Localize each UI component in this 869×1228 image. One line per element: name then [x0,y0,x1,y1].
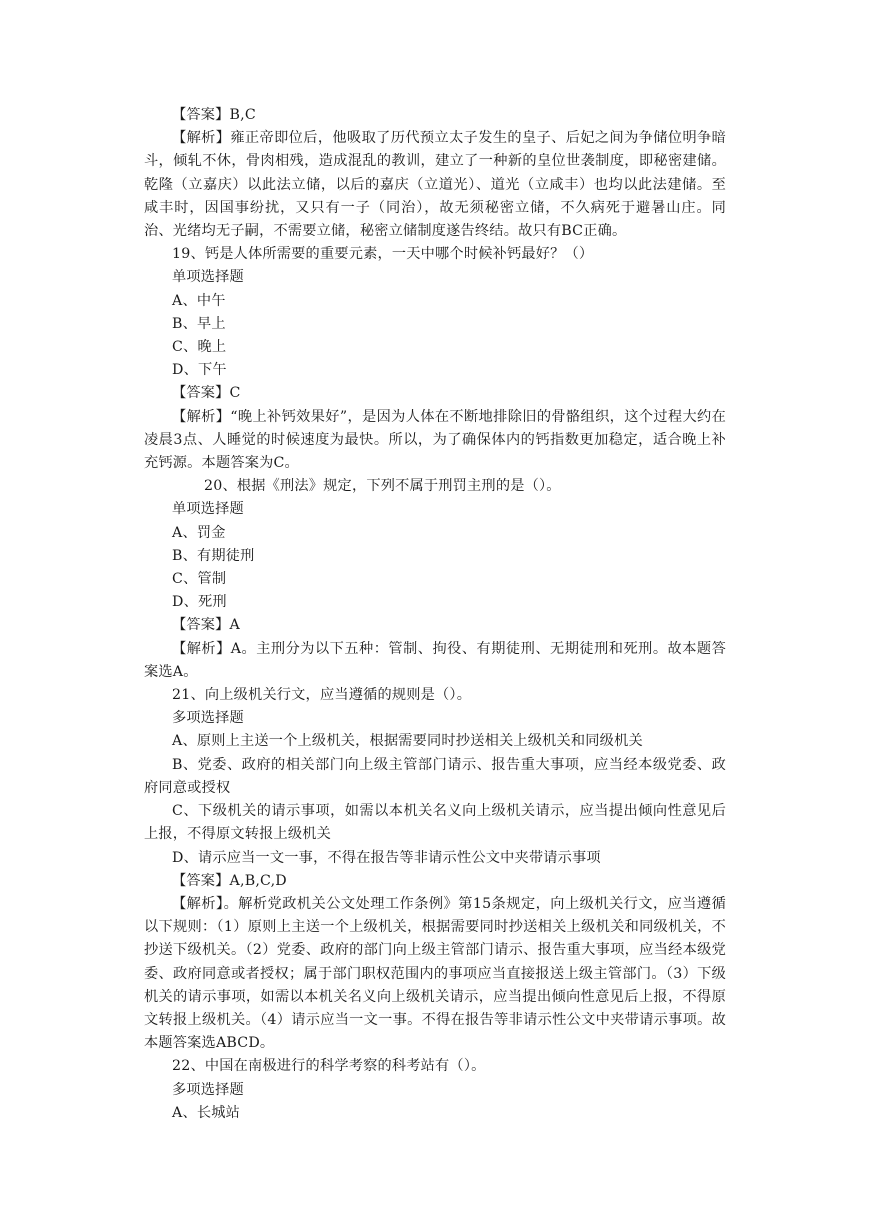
option-a: A、长城站 [172,1104,240,1121]
question-21: 21、向上级机关行文，应当遵循的规则是（）。 [172,687,472,704]
question-type: 单项选择题 [172,501,244,518]
option-b: B、早上 [172,315,226,332]
option-a: A、原则上主送一个上级机关，根据需要同时抄送相关上级机关和同级机关 [172,733,643,750]
option-d: D、请示应当一文一事，不得在报告等非请示性公文中夹带请示事项 [172,849,601,866]
analysis-paragraph: 【解析】“晚上补钙效果好”，是因为人体在不断地排除旧的骨骼组织，这个过程大约在凌晨3点、人睡觉的时候速度为最快。所以，为了确保体内的钙指数更加稳定，适合晚上补充钙源。本题答案为C。 [144,408,726,472]
question-20: 20、根据《刑法》规定，下列不属于刑罚主刑的是（）。 [204,478,561,495]
analysis-paragraph: 【解析】A。主刑分为以下五种：管制、拘役、有期徒刑、无期徒刑和死刑。故本题答案选A。 [144,640,726,680]
question-22: 22、中国在南极进行的科学考察的科考站有（）。 [172,1058,486,1075]
option-c: C、管制 [172,571,227,588]
document-body [144,104,726,1125]
question-type: 多项选择题 [172,710,244,727]
question-type: 多项选择题 [172,1081,244,1098]
option-b: B、党委、政府的相关部门向上级主管部门请示、报告重大事项，应当经本级党委、政府同意或授权 [144,756,726,796]
option-d: D、下午 [172,362,227,379]
answer-line: 【答案】A [172,617,240,634]
option-a: A、罚金 [172,524,226,541]
option-d: D、死刑 [172,594,227,611]
analysis-paragraph: 【解析】雍正帝即位后，他吸取了历代预立太子发生的皇子、后妃之间为争储位明争暗斗，倾轧不休，骨肉相残，造成混乱的教训，建立了一种新的皇位世袭制度，即秘密建储。乾隆（立嘉庆）以此法立储，以后的嘉庆（立道光）、道光（立咸丰）也均以此法建储。至咸丰时，因国事纷扰，又只有一子（同治），故无须秘密立储，不久病死于避暑山庄。同治、光绪均无子嗣，不需要立储，秘密立储制度遂告终结。故只有BC正确。 [144,130,726,240]
analysis-paragraph: 【解析】。解析党政机关公文处理工作条例》第15条规定，向上级机关行文，应当遵循以下规则：（1）原则上主送一个上级机关，根据需要同时抄送相关上级机关和同级机关，不抄送下级机关。（2）党委、政府的部门向上级主管部门请示、报告重大事项，应当经本级党委、政府同意或者授权；属于部门职权范围内的事项应当直接报送上级主管部门。（3）下级机关的请示事项，如需以本机关名义向上级机关请示，应当提出倾向性意见后上报，不得原文转报上级机关。（4）请示应当一文一事。不得在报告等非请示性公文中夹带请示事项。故本题答案选ABCD。 [144,895,726,1052]
answer-line: 【答案】B,C [172,107,256,123]
option-c: C、晚上 [172,339,227,356]
option-a: A、中午 [172,292,226,309]
option-c: C、下级机关的请示事项，如需以本机关名义向上级机关请示，应当提出倾向性意见后上报，不得原文转报上级机关 [144,803,726,843]
question-19: 19、钙是人体所需要的重要元素，一天中哪个时候补钙最好？（） [172,246,594,263]
question-type: 单项选择题 [172,269,244,286]
answer-line: 【答案】C [172,385,241,402]
option-b: B、有期徒刑 [172,547,255,564]
answer-line: 【答案】A,B,C,D [172,872,287,889]
